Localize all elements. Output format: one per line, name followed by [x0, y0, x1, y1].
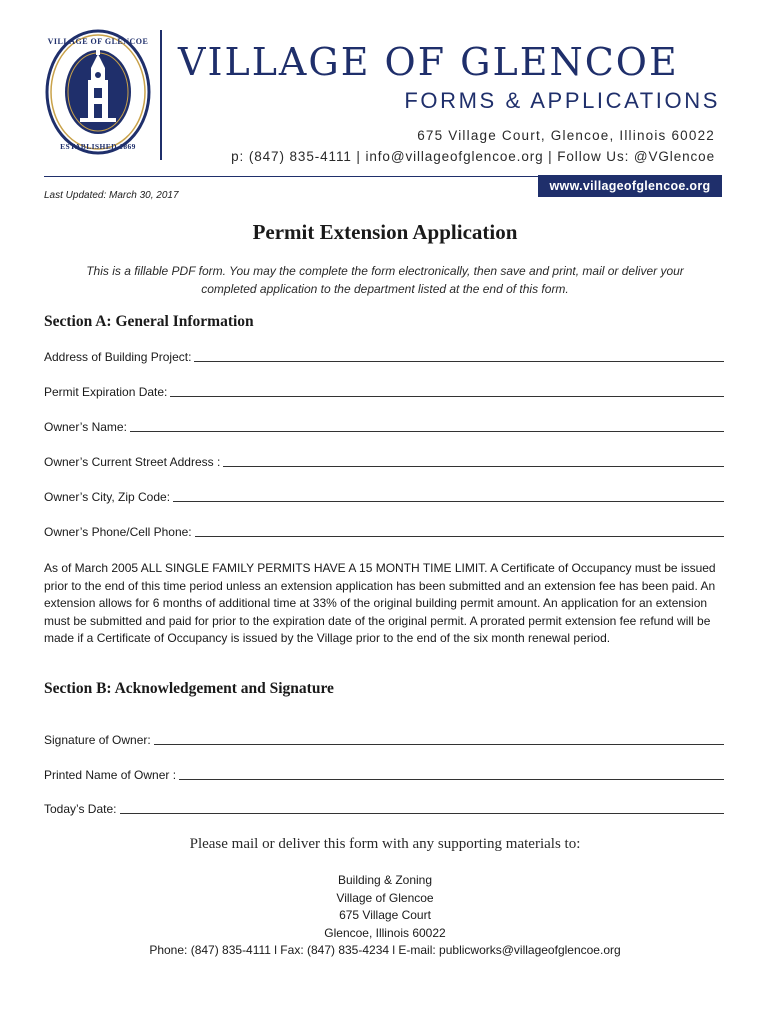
field-label: Owner’s City, Zip Code: — [44, 490, 171, 504]
forms-subtitle: FORMS & APPLICATIONS — [404, 88, 720, 113]
field-label: Owner’s Current Street Address : — [44, 455, 221, 469]
mailing-address-block — [0, 872, 770, 960]
section-b-heading: Section B: Acknowledgement and Signature — [44, 680, 334, 697]
owner-city-zip-input[interactable] — [173, 490, 724, 502]
field-label: Today’s Date: — [44, 802, 117, 816]
mailing-organization: Village of Glencoe — [336, 890, 434, 905]
owner-name-field[interactable] — [44, 420, 724, 434]
mailing-department: Building & Zoning — [337, 873, 433, 887]
last-updated-text: Last Updated: March 30, 2017 — [44, 190, 179, 201]
owner-street-address-input[interactable] — [223, 455, 724, 467]
mailing-instructions-heading: Please mail or deliver this form with any supporting materials to: — [189, 836, 581, 852]
permit-expiration-date-input[interactable] — [170, 385, 724, 397]
owner-phone-input[interactable] — [195, 525, 724, 537]
header-rule — [44, 176, 538, 177]
permit-expiration-date-field[interactable] — [44, 385, 724, 399]
village-title: VILLAGE OF GLENCOE — [178, 40, 679, 84]
village-contact-line: p: (847) 835-4111 | info@villageofglencoe.org | Follow Us: @VGlencoe — [231, 149, 715, 164]
todays-date-field[interactable] — [44, 802, 724, 816]
address-of-building-project-field[interactable] — [44, 350, 724, 364]
document-title: Permit Extension Application — [252, 220, 518, 244]
permit-time-limit-notice: As of March 2005 ALL SINGLE FAMILY PERMITS HAVE A 15 MONTH TIME LIMIT. A Certificate of Occupancy must be issued prior to the end of this time period unless an extension application has been submitted and an extension fee has been paid. An extension allows for 6 months of additional time at 33% of the original building permit amount. An application for an extension must be submitted and paid for prior to the expiration date of the original permit. A prorated permit extension fee refund will be made if a Certificate of Occupancy is issued by the Village prior to the end of the six month renewal period. — [44, 561, 716, 645]
field-label: Owner’s Name: — [44, 420, 127, 434]
printed-name-input[interactable] — [179, 768, 724, 780]
mailing-contact-line[interactable]: Phone: (847) 835-4111 l Fax: (847) 835-4234 l E-mail: publicworks@villageofglencoe.org — [149, 943, 621, 957]
section-a-heading: Section A: General Information — [44, 313, 254, 330]
svg-text:VILLAGE OF GLENCOE: VILLAGE OF GLENCOE — [47, 37, 149, 46]
intro-text: This is a fillable PDF form. You may the complete the form electronically, then save and print, mail or deliver your completed application to the department listed at the end of this form. — [86, 264, 684, 296]
header-divider — [160, 30, 162, 160]
village-address: 675 Village Court, Glencoe, Illinois 60022 — [417, 128, 715, 143]
owner-street-address-field[interactable] — [44, 455, 724, 469]
field-label: Owner’s Phone/Cell Phone: — [44, 525, 192, 539]
signature-of-owner-field[interactable] — [44, 733, 724, 747]
signature-of-owner-input[interactable] — [154, 733, 724, 745]
mailing-city-state-zip: Glencoe, Illinois 60022 — [324, 925, 446, 940]
field-label: Signature of Owner: — [44, 733, 151, 747]
printed-name-field[interactable] — [44, 768, 724, 782]
owner-name-input[interactable] — [130, 420, 724, 432]
website-link[interactable]: www.villageofglencoe.org — [538, 175, 722, 197]
address-of-building-project-input[interactable] — [194, 350, 724, 362]
owner-phone-field[interactable] — [44, 525, 724, 539]
field-label: Printed Name of Owner : — [44, 768, 177, 782]
todays-date-input[interactable] — [120, 802, 725, 814]
svg-text:ESTABLISHED 1869: ESTABLISHED 1869 — [60, 142, 136, 151]
owner-city-zip-field[interactable] — [44, 490, 724, 504]
field-label: Permit Expiration Date: — [44, 385, 168, 399]
village-seal-logo — [44, 28, 152, 156]
field-label: Address of Building Project: — [44, 350, 192, 364]
mailing-street: 675 Village Court — [339, 908, 431, 922]
